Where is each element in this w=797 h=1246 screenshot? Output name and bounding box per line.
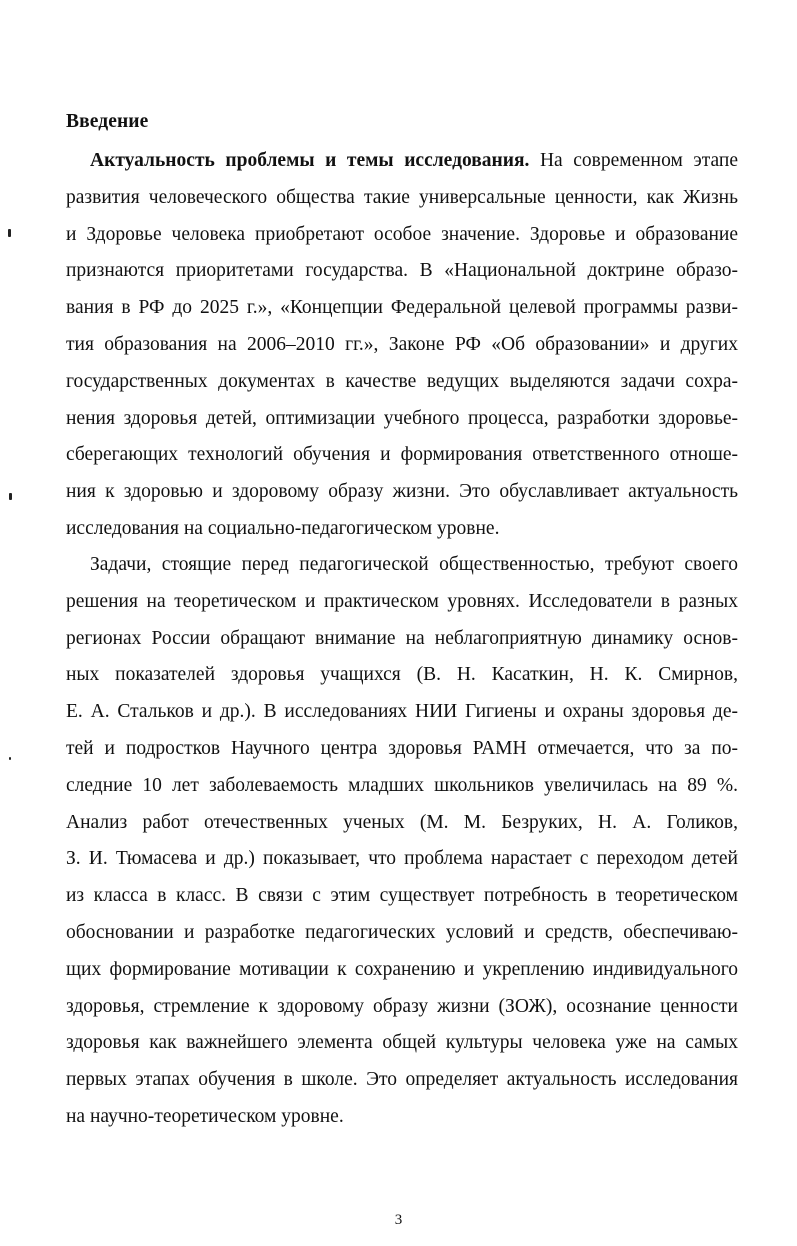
paragraph-line: и Здоровье человека приобретают особое значение. Здоровье и образование	[66, 223, 738, 245]
paragraph-line: развития человеческого общества такие универсальные ценности, как Жизнь	[66, 186, 738, 208]
paragraph-line: здоровья, стремление к здоровому образу жизни (ЗОЖ), осознание ценности	[66, 995, 738, 1017]
paragraph-line: вания в РФ до 2025 г.», «Концепции Федеральной целевой программы разви-	[66, 297, 738, 319]
paragraph-line: тей и подростков Научного центра здоровья РАМН отмечается, что за по-	[66, 737, 738, 759]
paragraph-line: государственных документах в качестве ведущих выделяются задачи сохра-	[66, 370, 738, 392]
paragraph-relevance	[66, 143, 738, 548]
page-number: 3	[394, 1212, 403, 1228]
scan-artifact	[8, 229, 11, 237]
paragraph-line: регионах России обращают внимание на неблагоприятную динамику основ-	[66, 627, 738, 649]
paragraph-line: ных показателей здоровья учащихся (В. Н. Касаткин, Н. К. Смирнов,	[66, 664, 738, 686]
paragraph-line: Задачи, стоящие перед педагогической общественностью, требуют своего	[90, 554, 738, 575]
paragraph-line: Актуальность проблемы и темы исследования. На современном этапе	[90, 150, 738, 171]
paragraph-line: решения на теоретическом и практическом уровнях. Исследователи в разных	[66, 590, 738, 612]
paragraph-line: щих формирование мотивации к сохранению и укреплению индивидуального	[66, 958, 738, 980]
paragraph-line: З. И. Тюмасева и др.) показывает, что проблема нарастает с переходом детей	[66, 848, 738, 870]
paragraph-line: первых этапах обучения в школе. Это определяет актуальность исследования	[66, 1069, 738, 1091]
paragraph-line: сберегающих технологий обучения и формирования ответственного отноше-	[66, 444, 738, 466]
paragraph-line: Е. А. Стальков и др.). В исследованиях НИИ Гигиены и охраны здоровья де-	[66, 701, 738, 723]
paragraph-line: тия образования на 2006–2010 гг.», Законе РФ «Об образовании» и других	[66, 333, 738, 355]
paragraph-line: нения здоровья детей, оптимизации учебного процесса, разработки здоровье-	[66, 407, 738, 429]
paragraph-tasks	[66, 547, 738, 1136]
scan-artifact	[9, 493, 12, 500]
paragraph-line: обосновании и разработке педагогических условий и средств, обеспечиваю-	[66, 921, 738, 943]
paragraph-line: ния к здоровью и здоровому образу жизни. Это обуславливает актуальность	[66, 481, 738, 503]
paragraph-line: признаются приоритетами государства. В «Национальной доктрине образо-	[66, 260, 738, 282]
paragraph-line: из класса в класс. В связи с этим существует потребность в теоретическом	[66, 885, 738, 907]
paragraph-line: на научно-теоретическом уровне.	[66, 1105, 344, 1127]
paragraph-line: следние 10 лет заболеваемость младших школьников увеличилась на 89 %.	[66, 774, 738, 796]
paragraph-line: исследования на социально-педагогическом уровне.	[66, 517, 500, 539]
paragraph-lead: Актуальность проблемы и темы исследования.	[90, 150, 530, 171]
section-heading: Введение	[66, 111, 149, 132]
paragraph-line: Анализ работ отечественных ученых (М. М. Безруких, Н. А. Голиков,	[66, 811, 738, 833]
scan-artifact	[9, 757, 11, 760]
paragraph-line: здоровья как важнейшего элемента общей культуры человека уже на самых	[66, 1032, 738, 1054]
